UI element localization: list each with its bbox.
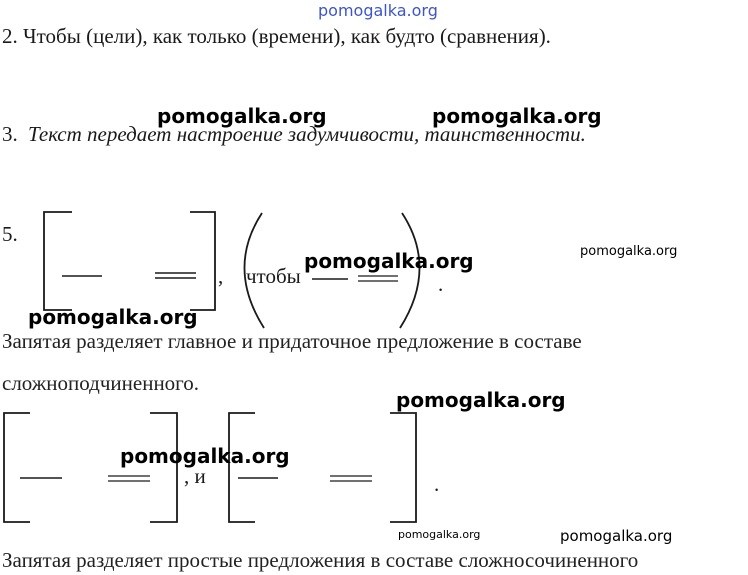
- watermark: pomogalka.org: [304, 249, 474, 273]
- watermark: pomogalka.org: [396, 388, 566, 412]
- scheme1-period: .: [438, 272, 444, 296]
- explanation-1-line-2: сложноподчиненного.: [2, 371, 200, 395]
- watermark: pomogalka.org: [580, 244, 678, 259]
- watermark-top: pomogalka.org: [318, 1, 438, 20]
- scheme1-main-clause-brackets: [44, 212, 215, 310]
- answer-2: 2. Чтобы (цели), как только (времени), как будто (сравнения).: [2, 24, 551, 48]
- watermark: pomogalka.org: [157, 104, 327, 128]
- answer-3-number: 3.: [2, 122, 18, 146]
- scheme2-period: .: [434, 472, 440, 496]
- answer-5-number: 5.: [2, 222, 18, 246]
- answer-3-text: Текст передает настроение задумчивости, таинственности.: [28, 122, 586, 146]
- watermark: pomogalka.org: [120, 444, 290, 468]
- watermark: pomogalka.org: [560, 527, 673, 545]
- scheme1-comma: ,: [218, 264, 224, 288]
- watermark: pomogalka.org: [432, 104, 602, 128]
- scheme2-conjunction: , и: [184, 464, 206, 488]
- scheme1-conjunction: чтобы: [246, 264, 301, 288]
- explanation-1-line-1: Запятая разделяет главное и придаточное предложение в составе: [2, 329, 582, 353]
- watermark: pomogalka.org: [28, 305, 198, 329]
- explanation-2-line-1: Запятая разделяет простые предложения в составе сложносочиненного: [2, 548, 639, 572]
- watermark: pomogalka.org: [398, 528, 481, 541]
